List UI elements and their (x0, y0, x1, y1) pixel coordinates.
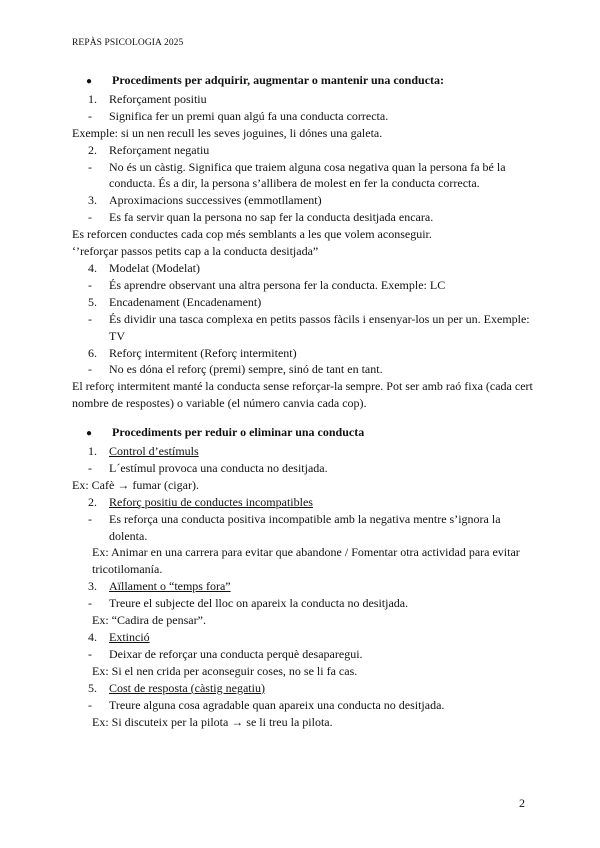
list-item: 5. Cost de resposta (càstig negatiu) (88, 680, 265, 695)
list-item-desc: - Treure alguna cosa agradable quan apareix una conducta no desitjada. (88, 697, 445, 712)
list-item: 5. Encadenament (Encadenament) (88, 294, 262, 309)
list-item-desc: - L´estímul provoca una conducta no desitjada. (88, 460, 328, 475)
example-text: Ex: Si el nen crida per aconseguir coses, no se li fa cas. (92, 663, 358, 678)
list-item-desc: - Es reforça una conducta positiva incompatible amb la negativa mentre s’ignora la dolenta. (88, 511, 501, 543)
list-item-desc: - És dividir una tasca complexa en petits passos fàcils i ensenyar-los un per un. Exemple: TV (88, 311, 530, 343)
example-text: Ex: Si discuteix per la pilota → se li treu la pilota. (92, 714, 333, 729)
list-item-desc: - Es fa servir quan la persona no sap fer la conducta desitjada encara. (88, 210, 434, 225)
example-text: Exemple: si un nen recull les seves joguines, li dónes una galeta. (72, 125, 383, 140)
list-item: 4. Extinció (88, 630, 150, 644)
example-text: Ex: Animar en una carrera para evitar que abandone / Fomentar otra actividad para evitar tricotilomanía. (92, 545, 520, 577)
note-text: ‘’reforçar passos petits cap a la conducta desitjada” (72, 244, 319, 259)
list-item: 4. Modelat (Modelat) (88, 260, 200, 275)
list-item-desc: - No es dóna el reforç (premi) sempre, sinó de tant en tant. (88, 362, 383, 377)
section-title: ● Procediments per adquirir, augmentar o mantenir una conducta: (72, 72, 542, 91)
list-item: 6. Reforç intermitent (Reforç intermitent) (88, 345, 297, 360)
page-content (72, 72, 542, 730)
note-text: Es reforcen conductes cada cop més semblants a les que volem aconseguir. (72, 227, 432, 242)
list-item: 3. Aïllament o “temps fora” (88, 579, 231, 594)
note-text: El reforç intermitent manté la conducta sense reforçar-la sempre. Pot ser amb raó fixa (cada cert nombre de respostes) o variable (el número canvia cada cop). (72, 379, 533, 411)
section-title: ● Procediments per reduir o eliminar una conducta (72, 424, 542, 443)
example-text: Ex: Cafè → fumar (cigar). (72, 477, 199, 492)
list-item-desc: - No és un càstig. Significa que traiem alguna cosa negativa quan la persona fa bé la conducta. És a dir, la persona s’allibera de molest en fer la conducta correcta. (88, 159, 506, 191)
list-item-desc: - Deixar de reforçar una conducta perquè desaparegui. (88, 646, 363, 661)
page-header: REPÀS PSICOLOGIA 2025 (72, 38, 184, 48)
bullet-icon: ● (86, 428, 93, 440)
list-item: 1. Control d’estímuls (88, 444, 199, 459)
bullet-icon: ● (86, 76, 93, 87)
list-item: 3. Aproximacions successives (emmotllament) (88, 193, 322, 208)
page-number: 2 (519, 796, 525, 810)
list-item-desc: - Treure el subjecte del lloc on apareix la conducta no desitjada. (88, 596, 409, 611)
list-item: 2. Reforçament negatiu (88, 142, 210, 157)
list-item-desc: - És aprendre observant una altra persona fer la conducta. Exemple: LC (88, 277, 446, 292)
list-item: 1. Reforçament positiu (88, 91, 207, 106)
example-text: Ex: “Cadira de pensar”. (92, 613, 206, 628)
list-item: 2. Reforç positiu de conductes incompatibles (88, 494, 313, 509)
list-item-desc: - Significa fer un premi quan algú fa una conducta correcta. (88, 108, 389, 123)
